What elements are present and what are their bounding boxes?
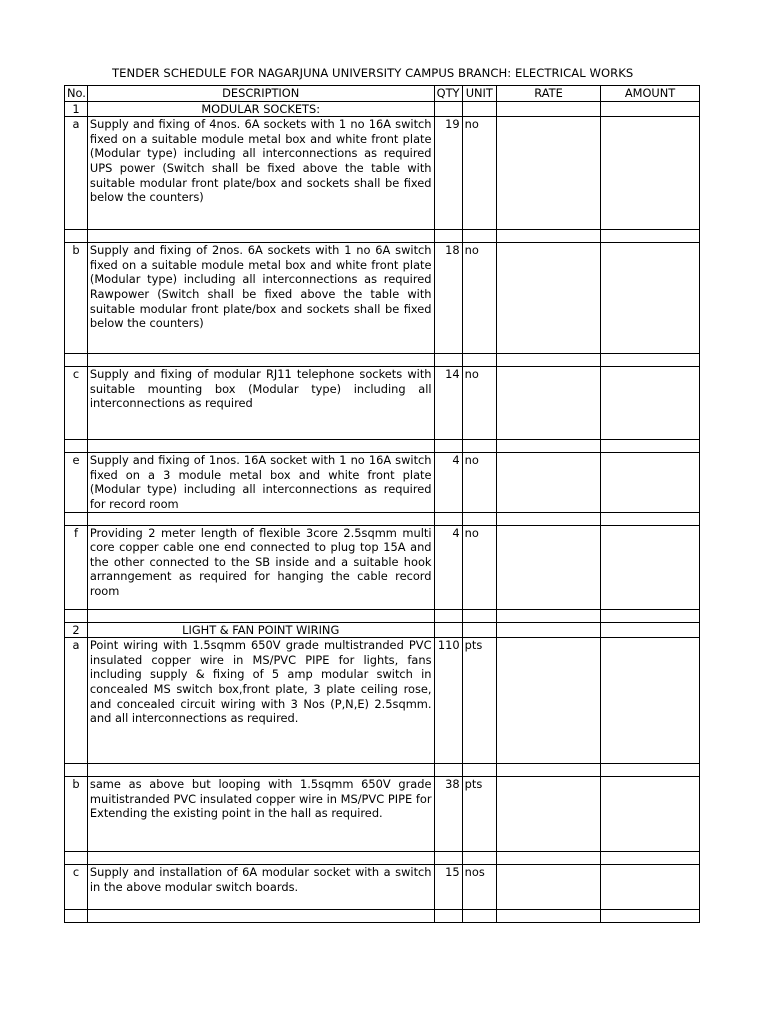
tender-schedule-table bbox=[64, 85, 700, 923]
item-description: Supply and fixing of modular RJ11 telephone sockets with suitable mounting box (Modular type) including all interconnections as required bbox=[87, 367, 434, 440]
item-description: Supply and installation of 6A modular socket with a switch in the above modular switch boards. bbox=[87, 865, 434, 910]
item-amount bbox=[601, 117, 700, 230]
table-row bbox=[65, 865, 700, 910]
table-row bbox=[65, 638, 700, 764]
item-description: Providing 2 meter length of flexible 3core 2.5sqmm multi core copper cable one end connected to plug top 15A and the other connected to the SB inside and a suitable hook arranngement as required for hanging the cable record room bbox=[87, 525, 434, 609]
table-row bbox=[65, 525, 700, 609]
item-amount bbox=[601, 243, 700, 354]
item-rate bbox=[496, 367, 600, 440]
table-row bbox=[65, 243, 700, 354]
header-qty: QTY bbox=[434, 86, 462, 102]
empty-cell bbox=[434, 622, 462, 638]
item-rate bbox=[496, 525, 600, 609]
table-row bbox=[65, 117, 700, 230]
section-row bbox=[65, 101, 700, 117]
item-description: Supply and fixing of 4nos. 6A sockets with 1 no 16A switch fixed on a suitable module metal box and white front plate (Modular type) including all interconnections as required UPS power (Switch shall be fixed above the table with suitable modular front plate/box and sockets shall be fixed below the counters) bbox=[87, 117, 434, 230]
spacer-row bbox=[65, 354, 700, 367]
item-unit: no bbox=[462, 117, 496, 230]
item-qty: 15 bbox=[434, 865, 462, 910]
item-description: Point wiring with 1.5sqmm 650V grade multistranded PVC insulated copper wire in MS/PVC PIPE for lights, fans including supply & fixing of 5 amp modular switch in concealed MS switch box,front plate, 3 plate ceiling rose, and concealed circuit wiring with 3 Nos (P,N,E) 2.5sqmm. and all interconnections as required. bbox=[87, 638, 434, 764]
spacer-row bbox=[65, 230, 700, 243]
item-number: f bbox=[65, 525, 88, 609]
item-rate bbox=[496, 453, 600, 512]
table-header-row bbox=[65, 86, 700, 102]
item-number: b bbox=[65, 243, 88, 354]
spacer-row bbox=[65, 440, 700, 453]
header-amount: AMOUNT bbox=[601, 86, 700, 102]
spacer-row bbox=[65, 852, 700, 865]
item-qty: 19 bbox=[434, 117, 462, 230]
item-rate bbox=[496, 243, 600, 354]
item-number: b bbox=[65, 777, 88, 852]
item-qty: 14 bbox=[434, 367, 462, 440]
section-number: 2 bbox=[65, 622, 88, 638]
item-qty: 110 bbox=[434, 638, 462, 764]
section-row bbox=[65, 622, 700, 638]
item-rate bbox=[496, 777, 600, 852]
item-amount bbox=[601, 638, 700, 764]
empty-cell bbox=[601, 101, 700, 117]
header-rate: RATE bbox=[496, 86, 600, 102]
header-no: No. bbox=[65, 86, 88, 102]
item-rate bbox=[496, 865, 600, 910]
empty-cell bbox=[462, 622, 496, 638]
item-rate bbox=[496, 117, 600, 230]
item-qty: 4 bbox=[434, 525, 462, 609]
item-qty: 18 bbox=[434, 243, 462, 354]
empty-cell bbox=[496, 101, 600, 117]
spacer-row bbox=[65, 764, 700, 777]
item-number: c bbox=[65, 367, 88, 440]
spacer-row bbox=[65, 512, 700, 525]
item-unit: pts bbox=[462, 777, 496, 852]
item-qty: 38 bbox=[434, 777, 462, 852]
item-number: c bbox=[65, 865, 88, 910]
item-description: Supply and fixing of 2nos. 6A sockets with 1 no 6A switch fixed on a suitable module metal box and white front plate (Modular type) including all interconnections as required Rawpower (Switch shall be fixed above the table with suitable modular front plate/box and sockets shall be fixed below the counters) bbox=[87, 243, 434, 354]
header-unit: UNIT bbox=[462, 86, 496, 102]
spacer-row bbox=[65, 910, 700, 923]
item-unit: no bbox=[462, 243, 496, 354]
section-title: MODULAR SOCKETS: bbox=[87, 101, 434, 117]
item-rate bbox=[496, 638, 600, 764]
item-unit: no bbox=[462, 525, 496, 609]
item-number: a bbox=[65, 638, 88, 764]
spacer-row bbox=[65, 609, 700, 622]
empty-cell bbox=[496, 622, 600, 638]
table-row bbox=[65, 453, 700, 512]
item-unit: no bbox=[462, 453, 496, 512]
item-description: same as above but looping with 1.5sqmm 650V grade muitistranded PVC insulated copper wire in MS/PVC PIPE for Extending the existing point in the hall as required. bbox=[87, 777, 434, 852]
table-row bbox=[65, 777, 700, 852]
item-amount bbox=[601, 367, 700, 440]
empty-cell bbox=[434, 101, 462, 117]
item-number: a bbox=[65, 117, 88, 230]
item-unit: no bbox=[462, 367, 496, 440]
section-number: 1 bbox=[65, 101, 88, 117]
item-amount bbox=[601, 453, 700, 512]
item-qty: 4 bbox=[434, 453, 462, 512]
item-amount bbox=[601, 777, 700, 852]
header-description: DESCRIPTION bbox=[87, 86, 434, 102]
item-amount bbox=[601, 865, 700, 910]
table-row bbox=[65, 367, 700, 440]
section-title: LIGHT & FAN POINT WIRING bbox=[87, 622, 434, 638]
item-unit: nos bbox=[462, 865, 496, 910]
empty-cell bbox=[601, 622, 700, 638]
item-number: e bbox=[65, 453, 88, 512]
item-amount bbox=[601, 525, 700, 609]
item-unit: pts bbox=[462, 638, 496, 764]
empty-cell bbox=[462, 101, 496, 117]
item-description: Supply and fixing of 1nos. 16A socket with 1 no 16A switch fixed on a 3 module metal box and white front plate (Modular type) including all interconnections as required for record room bbox=[87, 453, 434, 512]
page-title: TENDER SCHEDULE FOR NAGARJUNA UNIVERSITY CAMPUS BRANCH: ELECTRICAL WORKS bbox=[112, 66, 634, 80]
